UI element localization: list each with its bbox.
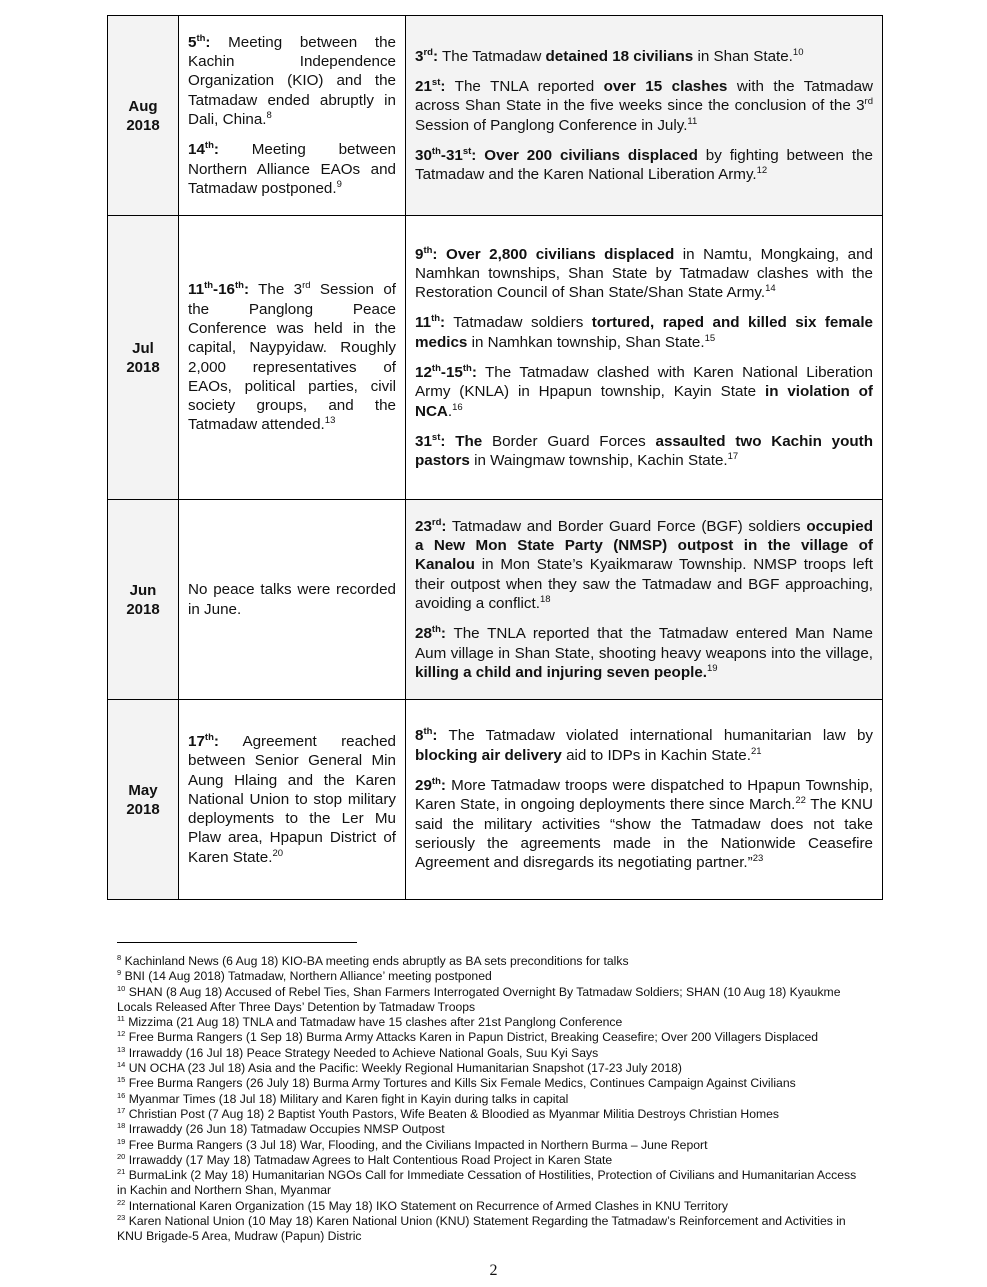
footnote: $^8$ Kachinland News (6 Aug 18) KIO-BA meeting ends abruptly as BA sets preconditions for talks [117,952,629,968]
conflict-cell [406,500,883,700]
footnote: $^{14}$ UN OCHA (23 Jul 18) Asia and the Pacific: Weekly Regional Humanitarian Snapshot (17-23 July 2018) [117,1060,682,1076]
footnote-ref: 20 [272,847,284,859]
event-entry: 5th: Meeting between the Kachin Independence Organization (KIO) and the Tatmadaw ended abruptly in Dali, China.$^8$ [188,32,396,128]
year-label: 2018 [126,800,160,818]
month-cell [108,500,179,700]
event-entry: 28th: The TNLA reported that the Tatmadaw entered Man Name Aum village in Shan State, shooting heavy weapons into the village, killing a child and injuring seven people.$^{19}$ [415,624,873,681]
event-entry: 12th-15th: The Tatmadaw clashed with Karen National Liberation Army (KNLA) in Hpapun township, Kayin State in violation of NCA.$^{16}$ [415,362,873,420]
event-entry: 30th-31st: Over 200 civilians displaced by fighting between the Tatmadaw and the Karen National Liberation Army.$^{12}$ [415,145,873,184]
footnote: $^9$ BNI (14 Aug 2018) Tatmadaw, Northern Alliance’ meeting postponed [117,968,492,984]
peace-cell [179,700,406,900]
footnote: $^{21}$ BurmaLink (2 May 18) Humanitarian NGOs Call for Immediate Cessation of Hostilities, Protection of Civilians and Humanitarian Access in Kachin and Northern Shan, Myanmar [117,1167,857,1198]
footnote: $^{13}$ Irrawaddy (16 Jul 18) Peace Strategy Needed to Achieve National Goals, Suu Kyi Says [117,1044,599,1060]
footnote-ref: 9 [336,178,342,190]
footnote-ref: 21 [750,745,762,757]
table-row [108,16,883,216]
footnote-ref: 18 [539,593,551,605]
table-row [108,700,883,900]
event-entry: 17th: Agreement reached between Senior General Min Aung Hlaing and the Karen National Union to stop military deployments to the Ler Mu Plaw area, Hpapun District of Karen State.$^{20}$ [188,731,396,866]
conflict-cell [406,216,883,500]
footnote: $^{11}$ Mizzima (21 Aug 18) TNLA and Tatmadaw have 15 clashes after 21st Panglong Conference [117,1014,623,1030]
footnote-divider [117,942,357,943]
event-entry: 11th: Tatmadaw soldiers tortured, raped and killed six female medics in Namhkan township, Shan State.$^{15}$ [415,313,873,351]
event-entry: No peace talks were recorded in June. [188,581,396,618]
month-label: May [128,781,158,799]
event-entry: 29th: More Tatmadaw troops were dispatched to Hpapun Township, Karen State, in ongoing deployments there since March.$^{22}$ The KNU said the military activities “show the Tatmadaw does not take seriously the agreements made in the Nationwide Ceasefire Agreement and disregards its negotiating partner.”$^{23}$ [415,775,873,872]
footnote-ref: 16 [452,401,463,413]
footnote: $^{20}$ Irrawaddy (17 May 18) Tatmadaw Agrees to Halt Contentious Road Project in Karen State [117,1151,613,1167]
footnote: $^{17}$ Christian Post (7 Aug 18) 2 Baptist Youth Pastors, Wife Beaten & Bloodied as Myanmar Militia Destroys Christian Homes [117,1105,780,1121]
peace-cell [179,216,406,500]
footnote: $^{16}$ Myanmar Times (18 Jul 18) Military and Karen fight in Kayin during talks in capital [117,1090,569,1106]
table-row [108,500,883,700]
footnote-ref: 23 [752,853,764,865]
event-entry: 11th-16th: The 3rd Session of the Panglong Peace Conference was held in the capital, Naypyidaw. Roughly 2,000 representatives of EAOs, political parties, civil society groups, and the Tatmadaw attended.$^{13}$ [188,280,396,434]
footnote-ref: 10 [792,46,804,58]
footnote-ref: 14 [765,283,776,295]
month-label: Jul [132,339,154,357]
month-cell [108,216,179,500]
event-entry: 21st: The TNLA reported over 15 clashes with the Tatmadaw across Shan State in the five weeks since the conclusion of the 3rd Session of Panglong Conference in July.$^{11}$ [415,76,873,134]
event-entry: 31st: The Border Guard Forces assaulted two Kachin youth pastors in Waingmaw township, Kachin State.$^{17}$ [415,431,873,470]
peace-cell [179,500,406,700]
footnote: $^{22}$ International Karen Organization (15 May 18) IKO Statement on Recurrence of Armed Clashes in KNU Territory [117,1197,729,1213]
event-entry: 9th: Over 2,800 civilians displaced in Namtu, Mongkaing, and Namhkan townships, Shan State by Tatmadaw clashes with the Restoration Council of Shan State/Shan State Army.$^{14}$ [415,244,873,302]
footnote-ref: 12 [756,165,768,177]
year-label: 2018 [126,600,160,618]
year-label: 2018 [126,116,160,134]
conflict-cell [406,700,883,900]
footnote-ref: 22 [795,795,806,807]
footnote-ref: 19 [707,662,718,674]
footnotes [117,954,857,1245]
month-cell [108,16,179,216]
footnote-ref: 11 [687,115,698,127]
year-label: 2018 [126,358,160,376]
footnote: $^{10}$ SHAN (8 Aug 18) Accused of Rebel Ties, Shan Farmers Interrogated Overnight By Tatmadaw Soldiers; SHAN (10 Aug 18) Kyaukme Locals Released After Three Days’ Detention by Tatmadaw Troops [117,983,841,1014]
month-label: Aug [128,97,158,115]
footnote: $^{23}$ Karen National Union (10 May 18) Karen National Union (KNU) Statement Regarding the Tatmadaw’s Reinforcement and Activities in KNU Brigade-5 Area, Mudraw (Papun) Distric [117,1212,846,1244]
footnote: $^{12}$ Free Burma Rangers (1 Sep 18) Burma Army Attacks Karen in Papun District, Breaking Ceasefire; Over 200 Villagers Displaced [117,1029,819,1045]
page-number: 2 [489,1262,498,1279]
footnote-ref: 15 [704,332,716,344]
event-entry: 3rd: The Tatmadaw detained 18 civilians in Shan State.$^{10}$ [415,46,804,65]
footnote: $^{18}$ Irrawaddy (26 Jun 18) Tatmadaw Occupies NMSP Outpost [117,1121,445,1137]
event-entry: 23rd: Tatmadaw and Border Guard Force (BGF) soldiers occupied a New Mon State Party (NMSP) outpost in the village of Kanalou in Mon State’s Kyaikmaraw Township. NMSP troops left their outpost when they saw the Tatmadaw and BGF approaching, avoiding a conflict.$^{18}$ [415,516,873,612]
footnote-ref: 8 [266,109,272,121]
footnote: $^{19}$ Free Burma Rangers (3 Jul 18) War, Flooding, and the Civilians Impacted in Northern Burma – June Report [117,1136,708,1152]
peace-cell [179,16,406,216]
footnote-ref: 13 [324,415,336,427]
conflict-cell [406,16,883,216]
month-label: Jun [129,581,157,599]
footnote: $^{15}$ Free Burma Rangers (26 July 18) Burma Army Tortures and Kills Six Female Medics, Continues Campaign Against Civilians [117,1075,796,1091]
event-entry: 14th: Meeting between Northern Alliance EAOs and Tatmadaw postponed.$^9$ [188,140,396,197]
month-cell [108,700,179,900]
footnote-ref: 17 [727,451,739,463]
table-row [108,216,883,500]
timeline-table [107,15,883,900]
event-entry: 8th: The Tatmadaw violated international humanitarian law by blocking air delivery aid to IDPs in Kachin State.$^{21}$ [415,726,874,764]
